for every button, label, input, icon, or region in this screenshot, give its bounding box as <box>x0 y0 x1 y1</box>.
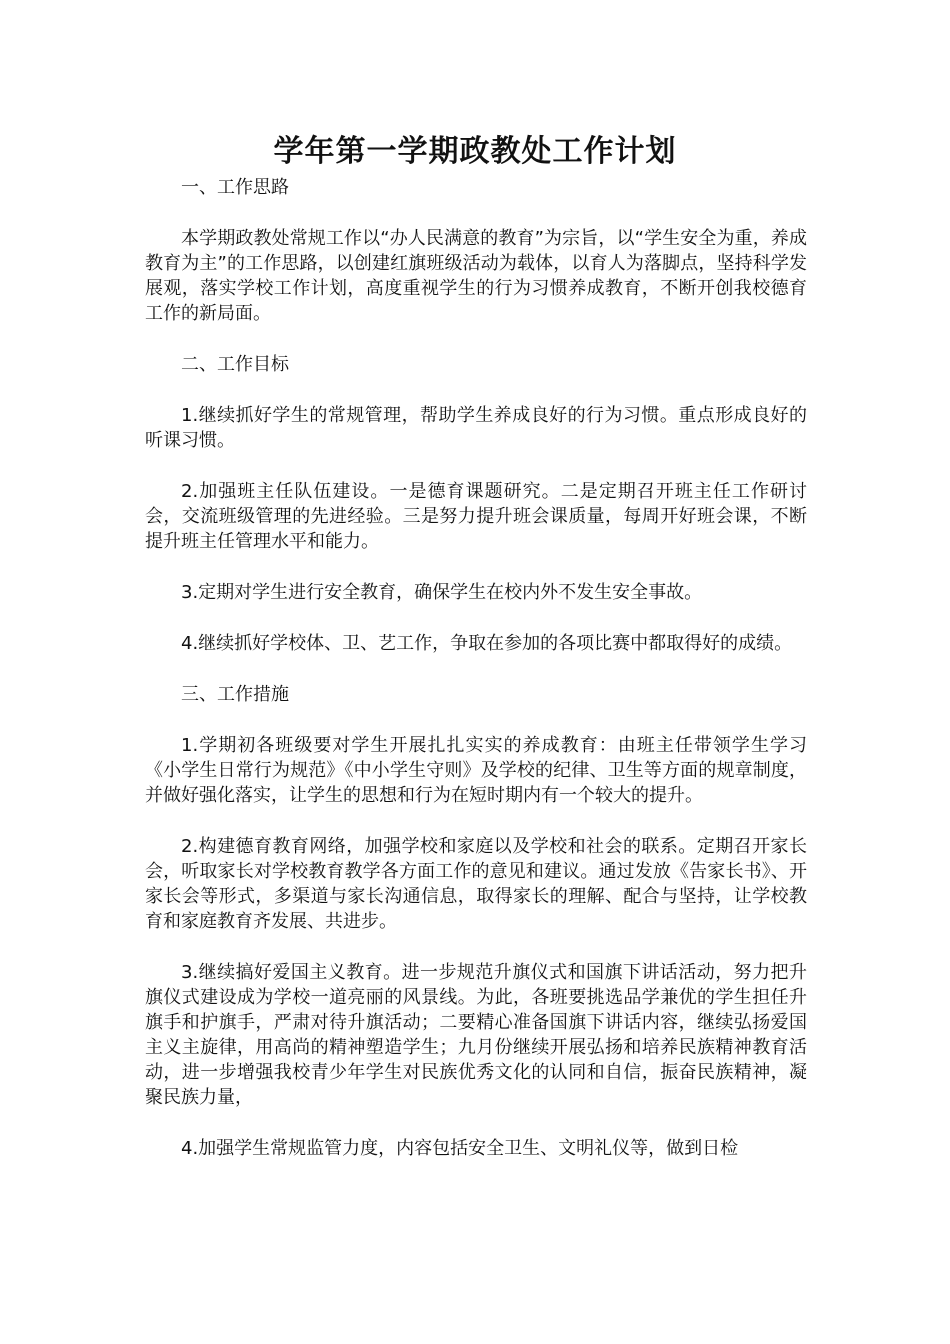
paragraph: 3.定期对学生进行安全教育，确保学生在校内外不发生安全事故。 <box>181 582 703 603</box>
document-body <box>145 175 807 1161</box>
paragraph: 1.继续抓好学生的常规管理，帮助学生养成良好的行为习惯。重点形成良好的听课习惯。 <box>145 405 807 451</box>
paragraph: 本学期政教处常规工作以“办人民满意的教育”为宗旨，以“学生安全为重，养成教育为主”的工作思路，以创建红旗班级活动为载体，以育人为落脚点，坚持科学发展观，落实学校工作计划，高度重视学生的行为习惯养成教育，不断开创我校德育工作的新局面。 <box>145 228 807 324</box>
section-heading-2: 二、工作目标 <box>181 354 289 375</box>
section-heading-3: 三、工作措施 <box>181 684 289 705</box>
document-title: 学年第一学期政教处工作计划 <box>273 134 677 169</box>
paragraph: 2.加强班主任队伍建设。一是德育课题研究。二是定期召开班主任工作研讨会，交流班级管理的先进经验。三是努力提升班会课质量，每周开好班会课，不断提升班主任管理水平和能力。 <box>145 481 807 552</box>
paragraph: 4.继续抓好学校体、卫、艺工作，争取在参加的各项比赛中都取得好的成绩。 <box>181 633 793 654</box>
paragraph: 1.学期初各班级要对学生开展扎扎实实的养成教育：由班主任带领学生学习《小学生日常行为规范》《中小学生守则》及学校的纪律、卫生等方面的规章制度，并做好强化落实，让学生的思想和行为在短时期内有一个较大的提升。 <box>145 735 807 806</box>
section-heading-1: 一、工作思路 <box>181 177 289 198</box>
paragraph: 2.构建德育教育网络，加强学校和家庭以及学校和社会的联系。定期召开家长会，听取家长对学校教育教学各方面工作的意见和建议。通过发放《告家长书》、开家长会等形式，多渠道与家长沟通信息，取得家长的理解、配合与坚持，让学校教育和家庭教育齐发展、共进步。 <box>145 836 807 932</box>
paragraph: 3.继续搞好爱国主义教育。进一步规范升旗仪式和国旗下讲话活动，努力把升旗仪式建设成为学校一道亮丽的风景线。为此，各班要挑选品学兼优的学生担任升旗手和护旗手，严肃对待升旗活动；二要精心准备国旗下讲话内容，继续弘扬爱国主义主旋律，用高尚的精神塑造学生；九月份继续开展弘扬和培养民族精神教育活动，进一步增强我校青少年学生对民族优秀文化的认同和自信，振奋民族精神，凝聚民族力量， <box>145 962 807 1108</box>
paragraph: 4.加强学生常规监管力度，内容包括安全卫生、文明礼仪等，做到日检 <box>181 1138 739 1159</box>
